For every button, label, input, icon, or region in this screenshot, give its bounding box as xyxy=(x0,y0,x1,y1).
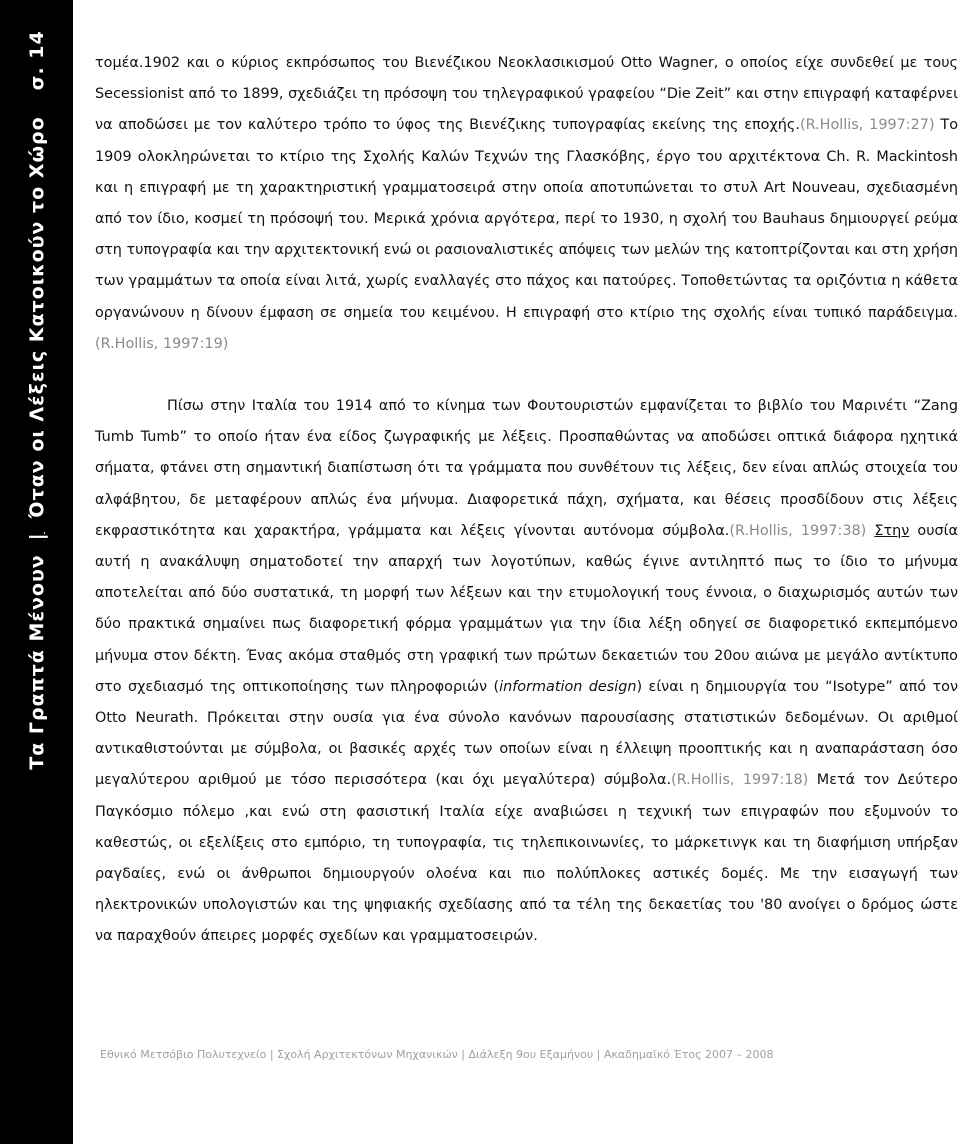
underlined-word: Στην xyxy=(874,522,910,539)
paragraph-2 xyxy=(95,391,958,953)
running-header xyxy=(26,30,48,770)
text-run: Το 1909 ολοκληρώνεται το κτίριο της Σχολής Καλών Τεχνών της Γλασκόβης, έργο του αρχιτέκτονα Ch. R. Mackintosh και η επιγραφή με τη χαρακτηριστική γραμματοσειρά στην οποία αποτυπώνεται το στυλ Art Nouveau, σχεδιασμένη από τον ίδιο, κοσμεί τη πρόσοψή του. Μερικά χρόνια αργότερα, περί το 1930, η σχολή του Bauhaus δημιουργεί ρεύμα στη τυπογραφία και την αρχιτεκτονική ενώ οι ρασιοναλιστικές απόψεις των μελών της κατοπτρίζονται και στη χρήση των γραμμάτων τα οποία είναι λιτά, χωρίς εναλλαγές στο πάχος και πατούρες. Τοποθετώντας τα οριζόντια η κάθετα οργανώνουν η δίνουν έμφαση σε σημεία του κειμένου. Η επιγραφή στο κτίριο της σχολής είναι τυπικό παράδειγμα. xyxy=(95,117,958,321)
italic-term: information design xyxy=(499,678,637,695)
body-text xyxy=(95,48,958,953)
citation: (R.Hollis, 1997:18) xyxy=(671,772,809,789)
running-subtitle: Όταν οι Λέξεις Κατοικούν το Χώρο xyxy=(26,116,48,519)
page-number: σ. 14 xyxy=(26,30,48,91)
text-run: Πίσω στην Ιταλία του 1914 από το κίνημα των Φουτουριστών εμφανίζεται το βιβλίο του Μαρινέτι “Zang Tumb Tumb” το οποίο ήταν ένα είδος ζωγραφικής με λέξεις. Προσπαθώντας να αποδώσει οπτικά διάφορα ηχητικά σήματα, φτάνει στη σημαντική διαπίστωση ότι τα γράμματα που συνθέτουν τις λέξεις, δεν είναι απλώς στοιχεία του αλφάβητου, δε μεταφέρουν απλώς ένα μήνυμα. Διαφορετικά πάχη, σχήματα, και θέσεις προσδίδουν στις λέξεις εκφραστικότητα και χαρακτήρα, γράμματα και λέξεις γίνονται αυτόνομα σύμβολα. xyxy=(95,398,958,539)
text-run: ουσία αυτή η ανακάλυψη σηματοδοτεί την απαρχή των λογοτύπων, καθώς έγινε αντιληπτό πως το ίδιο το μήνυμα αποτελείται από δύο συστατικά, τη μορφή των λέξεων και την ετυμολογική τους έννοια, ο διαχωρισμός αυτών των δύο πρακτικά σημαίνει πως διαφορετική φόρμα γραμμάτων για την ίδια λέξη οδηγεί σε διαφορετικό εκπεμπόμενο μήνυμα στον δέκτη. Ένας ακόμα σταθμός στη γραφική των πρώτων δεκαετιών του 20ου αιώνα με μεγάλο αντίκτυπο στο σχεδιασμό της οπτικοποίησης των πληροφοριών ( xyxy=(95,522,958,695)
text-run: Μετά τον Δεύτερο Παγκόσμιο πόλεμο ,και ενώ στη φασιστική Ιταλία είχε αναβιώσει η τεχνική των επιγραφών που εξυμνούν το καθεστώς, οι εξελίξεις στο εμπόριο, τη τυπογραφία, τις τηλεπικοινωνίες, το μάρκετινγκ και τη διαφήμιση υπήρξαν ραγδαίες, ενώ οι άνθρωποι δημιουργούν ολοένα και πιο πολύπλοκες αστικές δομές. Με την εισαγωγή των ηλεκτρονικών υπολογιστών και της ψηφιακής σχεδίασης από τα τέλη της δεκαετίας του '80 ανοίγει ο δρόμος ώστε να παραχθούν άπειρες μορφές σχεδίων και γραμματοσειρών. xyxy=(95,772,958,945)
sidebar-band xyxy=(0,0,73,1144)
page-footer: Εθνικό Μετσόβιο Πολυτεχνείο | Σχολή Αρχιτεκτόνων Μηχανικών | Διάλεξη 9ου Εξαμήνου | Ακαδημαϊκό Έτος 2007 – 2008 xyxy=(100,1048,774,1061)
text-run: τομέα.1902 και ο κύριος εκπρόσωπος του Βιενέζικου Νεοκλασικισμού Otto Wagner, ο οποίος είχε συνδεθεί με τους Secessionist από το 1899, σχεδιάζει τη πρόσοψη του τηλεγραφικού γραφείου “Die Zeit” και στην επιγραφή καταφέρνει να αποδώσει με τον καλύτερο τρόπο το ύφος της Βιενέζικης τυπογραφίας εκείνης της εποχής. xyxy=(95,55,958,134)
paragraph-1 xyxy=(95,48,958,360)
text-run: ) είναι η δημιουργία του “Isotype” από τον Otto Neurath. Πρόκειται στην ουσία για ένα σύνολο κανόνων παρουσίασης στατιστικών δεδομένων. Οι αριθμοί αντικαθιστούνται με σύμβολα, οι βασικές αρχές των οποίων είναι η έλλειψη προοπτικής και η αναπαράσταση όσο μεγαλύτερου αριθμού με τόσο περισσότερα (και όχι μεγαλύτερα) σύμβολα. xyxy=(95,678,959,789)
running-title: Τα Γραπτά Μένουν xyxy=(26,554,48,770)
citation: (R.Hollis, 1997:27) xyxy=(799,117,935,134)
citation: (R.Hollis, 1997:19) xyxy=(95,335,229,352)
running-separator: | xyxy=(26,532,48,541)
citation: (R.Hollis, 1997:38) xyxy=(729,522,867,539)
